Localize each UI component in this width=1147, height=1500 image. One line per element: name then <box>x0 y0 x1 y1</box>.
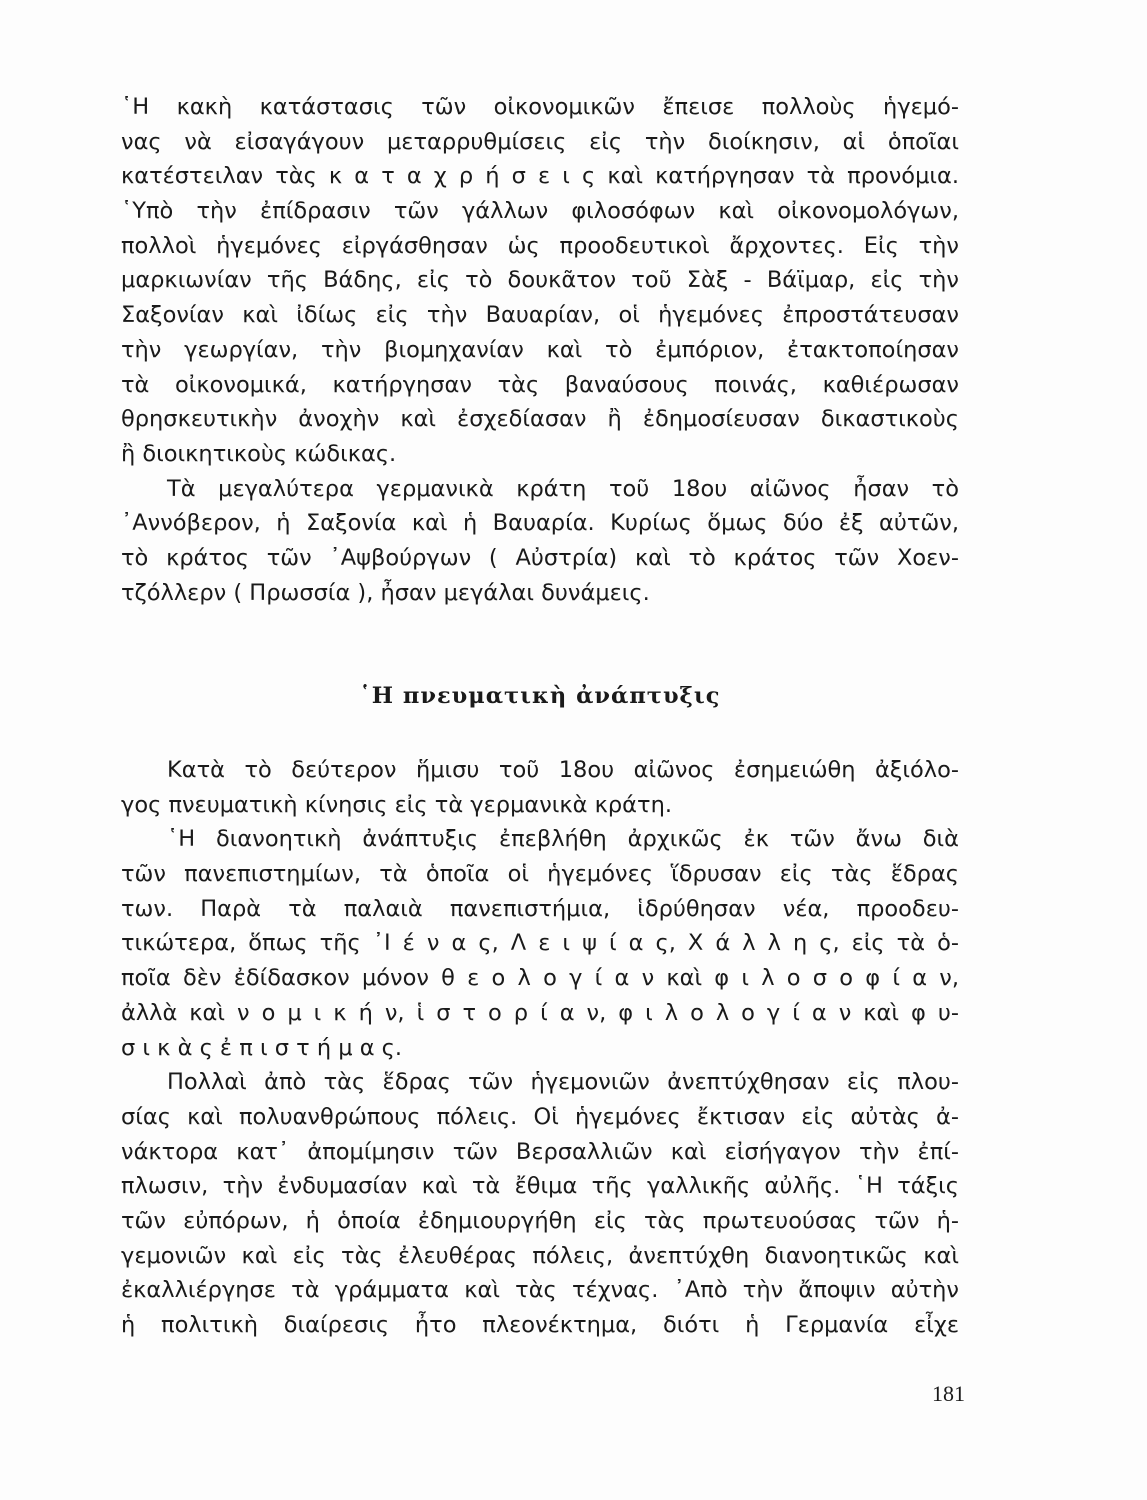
text-line: ᾿Αννόβερον, ἡ Σαξονία καὶ ἡ Βαυαρία. Κυρίως ὅμως δύο ἐξ αὐτῶν, <box>121 510 959 537</box>
text-line: Τὰ μεγαλύτερα γερμανικὰ κράτη τοῦ 18ου αἰῶνος ἦσαν τὸ <box>167 475 959 502</box>
paragraph-intellectual-movement <box>121 753 959 822</box>
text-line: ῾Η κακὴ κατάστασις τῶν οἰκονομικῶν ἔπεισε πολλοὺς ἡγεμό- <box>121 94 959 120</box>
text-line: τὴν γεωργίαν, τὴν βιομηχανίαν καὶ τὸ ἐμπόριον, ἐτακτοποίησαν <box>121 336 959 363</box>
text-line: Κατὰ τὸ δεύτερον ἥμισυ τοῦ 18ου αἰῶνος ἐσημειώθη ἀξιόλο- <box>167 757 959 783</box>
text-line: μαρκιωνίαν τῆς Βάδης, εἰς τὸ δουκᾶτον τοῦ Σὰξ - Βάϊμαρ, εἰς τὴν <box>121 267 959 294</box>
text-line: Πολλαὶ ἀπὸ τὰς ἕδρας τῶν ἡγεμονιῶν ἀνεπτύχθησαν εἰς πλου- <box>167 1069 959 1096</box>
text-line: θρησκευτικὴν ἀνοχὴν καὶ ἐσχεδίασαν ἢ ἐδημοσίευσαν δικαστικοὺς <box>121 406 959 433</box>
section-heading: ῾Η πνευματικὴ ἀνάπτυξις <box>359 683 721 709</box>
text-line: τὸ κράτος τῶν ᾿Αψβούργων ( Αὐστρία) καὶ τὸ κράτος τῶν Χοεν- <box>121 544 959 571</box>
text-line: σ ι κ ὰ ς ἐ π ι σ τ ή μ α ς. <box>121 1034 403 1061</box>
text-line: ἡ πολιτικὴ διαίρεσις ἦτο πλεονέκτημα, διότι ἡ Γερμανία εἶχε <box>121 1312 959 1338</box>
text-line: πλωσιν, τὴν ἐνδυμασίαν καὶ τὰ ἔθιμα τῆς γαλλικῆς αὐλῆς. ῾Η τάξις <box>121 1173 959 1200</box>
paragraph-economic-reforms <box>121 90 959 472</box>
text-line: των. Παρὰ τὰ παλαιὰ πανεπιστήμια, ἱδρύθησαν νέα, προοδευ- <box>121 895 959 922</box>
text-line: τῶν πανεπιστημίων, τὰ ὁποῖα οἱ ἡγεμόνες ἵδρυσαν εἰς τὰς ἕδρας <box>121 861 959 888</box>
text-line: ποῖα δὲν ἐδίδασκον μόνον θ ε ο λ ο γ ί α ν καὶ φ ι λ ο σ ο φ ί α ν, <box>121 965 959 992</box>
text-line: κατέστειλαν τὰς κ α τ α χ ρ ή σ ε ι ς καὶ κατήργησαν τὰ προνόμια. <box>121 163 959 190</box>
text-line: νας νὰ εἰσαγάγουν μεταρρυθμίσεις εἰς τὴν διοίκησιν, αἱ ὁποῖαι <box>121 128 959 155</box>
text-line: γεμονιῶν καὶ εἰς τὰς ἐλευθέρας πόλεις, ἀνεπτύχθη διανοητικῶς καὶ <box>121 1242 959 1269</box>
text-line: τὰ οἰκονομικά, κατήργησαν τὰς βαναύσους ποινάς, καθιέρωσαν <box>121 371 959 398</box>
text-line: τικώτερα, ὅπως τῆς ᾿Ι έ ν α ς, Λ ε ι ψ ί α ς, Χ ά λ λ η ς, εἰς τὰ ὁ- <box>121 930 959 957</box>
text-line: Σαξονίαν καὶ ἰδίως εἰς τὴν Βαυαρίαν, οἱ ἡγεμόνες ἐπροστάτευσαν <box>121 302 959 329</box>
text-line: πολλοὶ ἡγεμόνες εἰργάσθησαν ὡς προοδευτικοὶ ἄρχοντες. Εἰς τὴν <box>121 232 959 259</box>
text-line: ἐκαλλιέργησε τὰ γράμματα καὶ τὰς τέχνας. ᾿Απὸ τὴν ἄποψιν αὐτὴν <box>121 1277 959 1304</box>
paragraph-capitals <box>121 1065 959 1343</box>
upper-text-block <box>121 90 959 610</box>
text-line: νάκτορα κατ᾿ ἀπομίμησιν τῶν Βερσαλλιῶν καὶ εἰσήγαγον τὴν ἐπί- <box>121 1138 959 1165</box>
text-line: τῶν εὐπόρων, ἡ ὁποία ἐδημιουργήθη εἰς τὰς πρωτευούσας τῶν ἡ- <box>121 1207 959 1234</box>
paragraph-german-states <box>121 472 959 611</box>
paragraph-universities <box>121 822 959 1065</box>
text-line: ῾Υπὸ τὴν ἐπίδρασιν τῶν γάλλων φιλοσόφων καὶ οἰκονομολόγων, <box>121 198 959 225</box>
text-line: ἢ διοικητικοὺς κώδικας. <box>121 440 397 467</box>
text-line: γος πνευματικὴ κίνησις εἰς τὰ γερμανικὰ κράτη. <box>121 791 672 818</box>
text-line: ἀλλὰ καὶ ν ο μ ι κ ή ν, ἱ σ τ ο ρ ί α ν, φ ι λ ο λ ο γ ί α ν καὶ φ υ- <box>121 999 959 1026</box>
lower-text-block <box>121 753 959 1343</box>
text-line: τζόλλερν ( Πρωσσία ), ἦσαν μεγάλαι δυνάμεις. <box>121 579 650 606</box>
text-line: ῾Η διανοητικὴ ἀνάπτυξις ἐπεβλήθη ἀρχικῶς ἐκ τῶν ἄνω διὰ <box>167 826 959 853</box>
page-number: 181 <box>932 1381 965 1406</box>
text-line: σίας καὶ πολυανθρώπους πόλεις. Οἱ ἡγεμόνες ἔκτισαν εἰς αὐτὰς ἀ- <box>121 1103 959 1130</box>
